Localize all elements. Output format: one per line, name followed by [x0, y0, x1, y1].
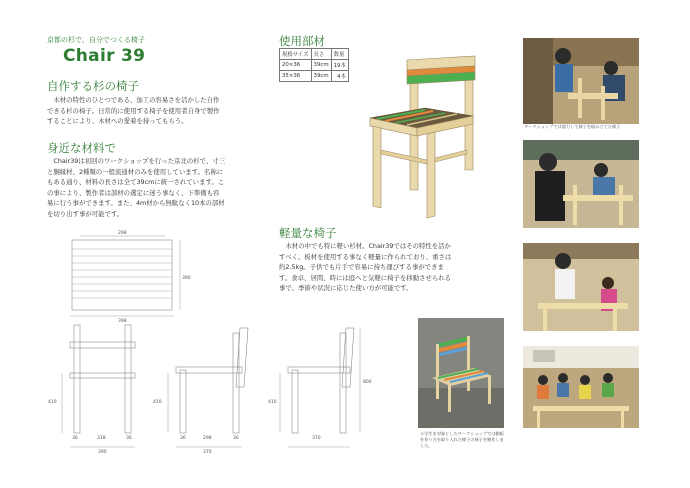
dim-label: 410	[48, 400, 57, 405]
body-line: を切り出す事が可能です。	[47, 209, 124, 218]
table-cell: 19本	[331, 60, 348, 71]
workshop-photo-3	[523, 243, 639, 331]
body-line: することにより、木材への愛着を持ってもらう。	[47, 117, 188, 126]
dim-label: 410	[153, 400, 162, 405]
body-line: す。食卓、居間、時には庭へと気軽に椅子を移動させられる	[279, 273, 452, 282]
body-line: 木材の特性のひとつである、加工の容易さを活かした自作	[47, 96, 220, 104]
body-line: の事により、製作者は部材の選定に迷う事なく、下準備も容	[47, 188, 220, 197]
dim-label: 390	[182, 276, 191, 281]
dim-label: 36	[126, 436, 132, 441]
body-line: 約2.5kg。子供でも片手で容易に持ち運びする事ができま	[279, 263, 444, 272]
section-view-drawing	[268, 328, 372, 447]
body-line: もある通り、材料の長さは全て39cmに統一されています。こ	[47, 178, 225, 187]
front-view-drawing	[48, 325, 135, 455]
section-body-material	[47, 156, 225, 220]
table-header: 長さ	[311, 49, 331, 60]
dim-label: 410	[268, 400, 277, 405]
section-heading-diy: 自作する杉の椅子	[47, 79, 139, 93]
dim-label: 390	[98, 450, 107, 455]
section-body-diy	[47, 95, 220, 127]
table-cell: 4本	[331, 71, 348, 82]
page-title: Chair 39	[63, 46, 146, 66]
dim-label: 800	[363, 380, 372, 385]
table-header: 規格サイズ	[280, 49, 312, 60]
dim-label: 398	[118, 319, 127, 324]
workshop-caption: ワークショップでは協力して椅子を組み立てた様子	[524, 124, 621, 129]
chair-photo-caption: 小学生を対象としたワークショップでは側板を作り方を取り入れた様子の椅子を制作しました。	[420, 431, 504, 448]
body-line: と胴縁材、2種類の一般流通材のみを使用しています。名称に	[47, 167, 224, 176]
table-cell: 39cm	[311, 71, 331, 82]
body-line: できる杉の椅子。日常的に使用する椅子を使用者自身で製作	[47, 106, 220, 115]
dim-label: 36	[180, 436, 186, 441]
chair-photo	[418, 318, 504, 428]
chair-illustration	[355, 50, 490, 220]
body-line: 易に行う事ができます。また、4m材から無駄なく10本の部材	[47, 199, 225, 208]
workshop-photo-2	[523, 140, 639, 228]
dim-label: 370	[203, 450, 212, 455]
body-line: 事で、季節や状況に応じた使い方が可能です。	[279, 284, 413, 293]
body-line: すべく、板材を使用する事なく軽量に作られており、重さは	[279, 252, 452, 261]
table-row	[280, 60, 349, 71]
workshop-photo-4	[523, 346, 639, 428]
section-heading-parts: 使用部材	[279, 34, 325, 48]
page-subtitle: 京都の杉で、自分でつくる椅子	[47, 36, 145, 44]
dim-label: 36	[233, 436, 239, 441]
dim-label: 318	[97, 436, 106, 441]
dim-label: 298	[203, 436, 212, 441]
body-line: 木材の中でも特に軽い杉材。Chair39ではその特性を活か	[279, 242, 451, 250]
technical-drawings	[40, 225, 385, 455]
section-heading-light: 軽量な椅子	[279, 226, 337, 240]
parts-table	[279, 48, 349, 82]
dim-label: 370	[312, 436, 321, 441]
plan-view-drawing	[70, 230, 191, 324]
table-header: 数量	[331, 49, 348, 60]
side-view-drawing	[153, 328, 248, 455]
table-header-row	[280, 49, 349, 60]
table-cell: 20×36	[280, 60, 312, 71]
dim-label: 298	[118, 231, 127, 236]
table-row	[280, 71, 349, 82]
dim-label: 36	[72, 436, 78, 441]
table-cell: 35×36	[280, 71, 312, 82]
workshop-photo-1	[523, 38, 639, 124]
section-heading-material: 身近な材料で	[47, 141, 116, 155]
body-line: Chair39は初回のワークショップを行った京北の杉で、寸三	[47, 157, 226, 165]
table-cell: 39cm	[311, 60, 331, 71]
